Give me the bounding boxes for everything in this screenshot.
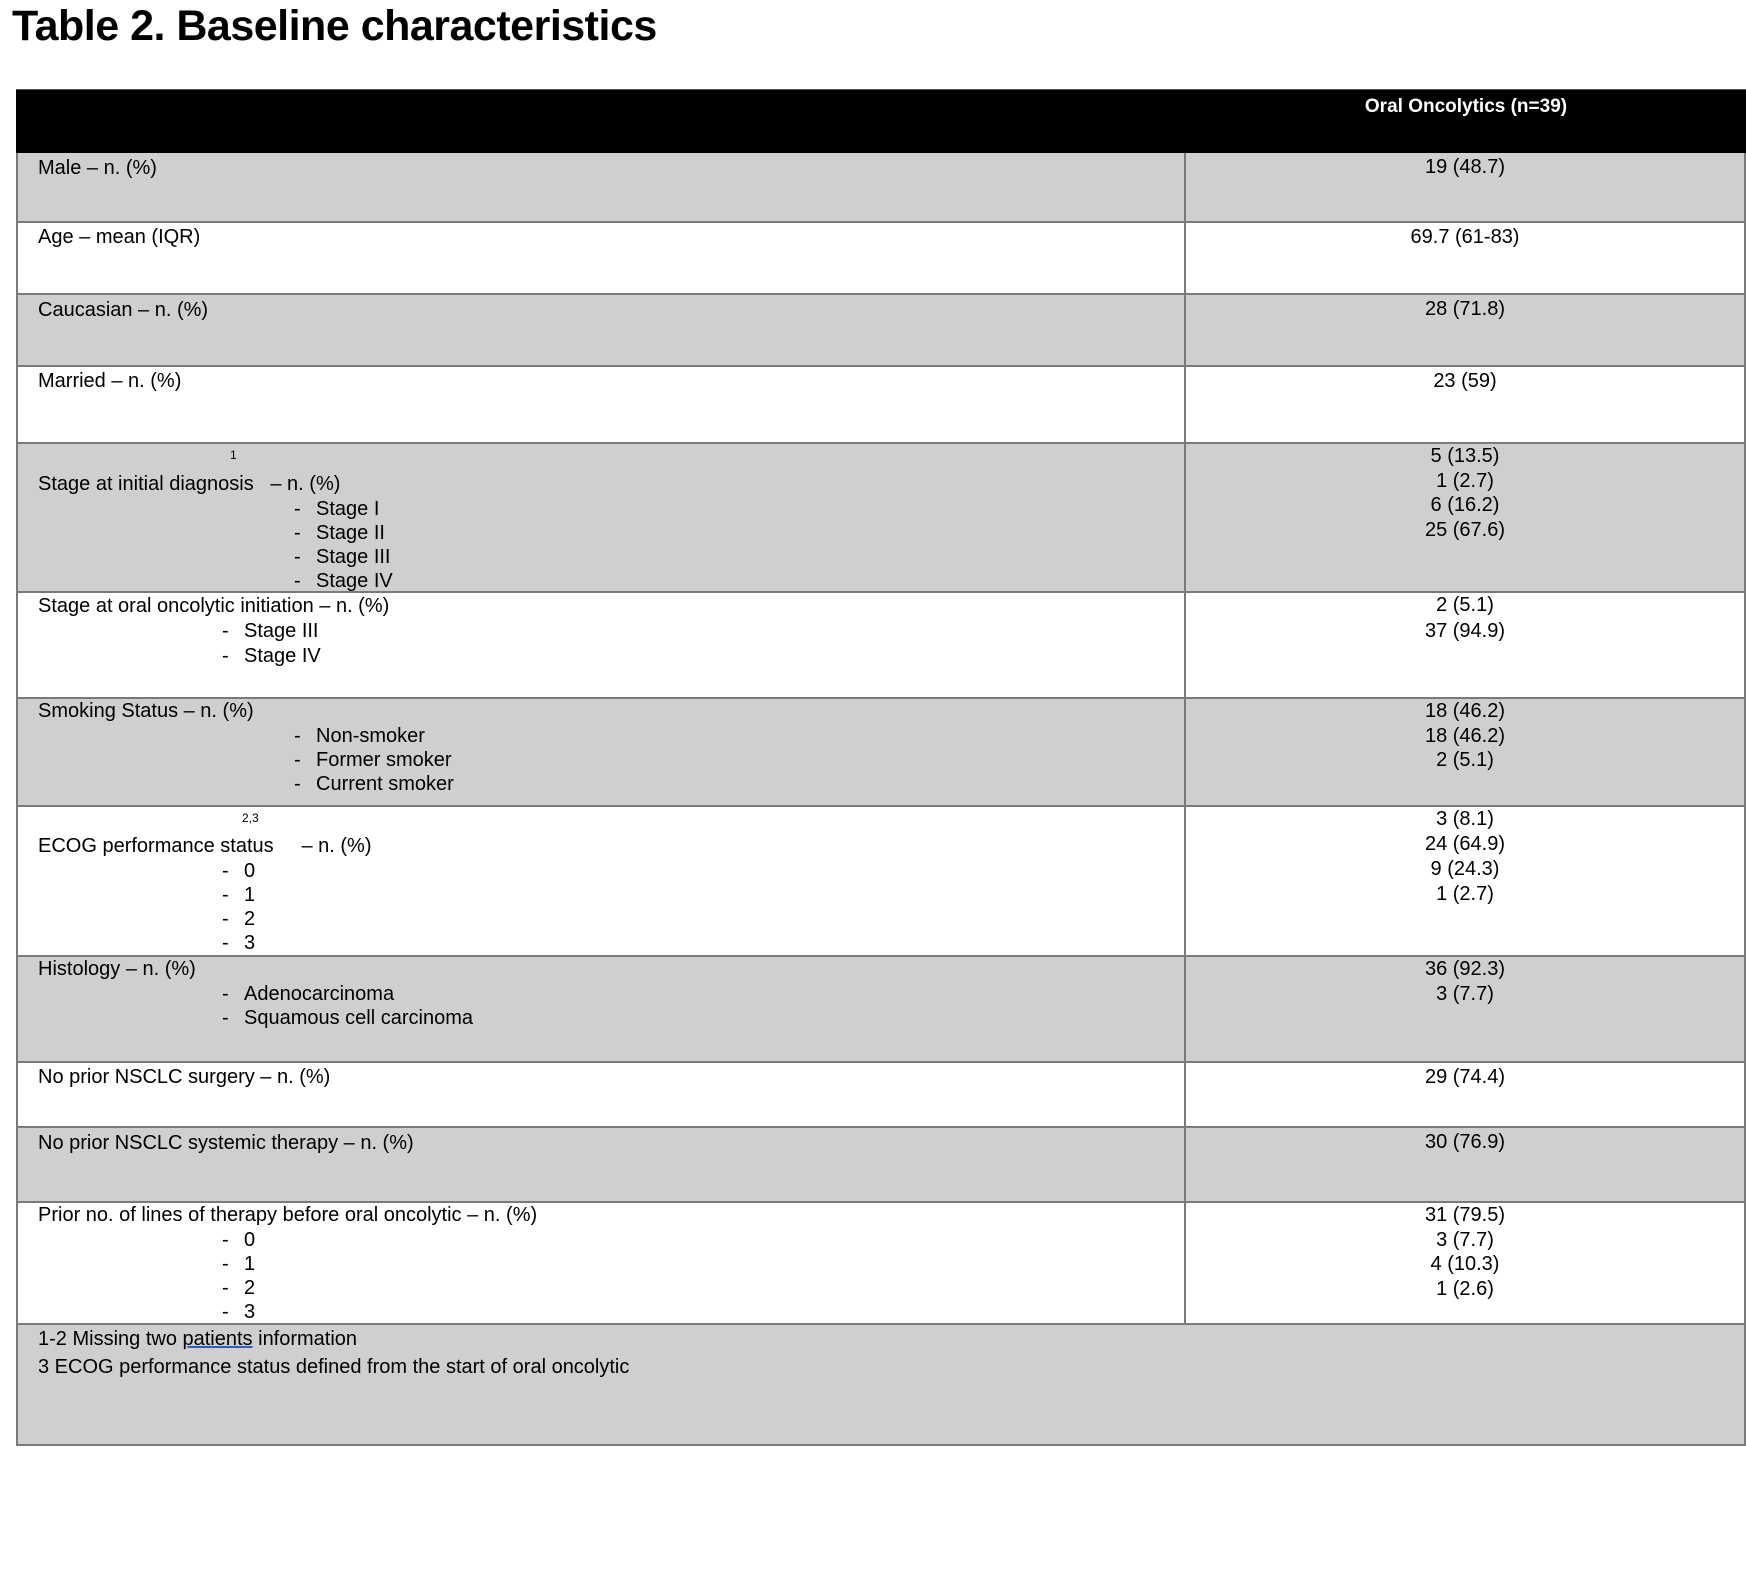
row-label: 1 Stage at initial diagnosis – n. (%) - Stage I - Stage II - Stage III - Stage IV (16, 444, 1186, 591)
list-item: - Adenocarcinoma (222, 983, 395, 1005)
table-row (16, 1128, 1746, 1203)
row-label: Stage at oral oncolytic initiation – n. (%) - Stage III - Stage IV (16, 593, 1186, 697)
row-label: 2,3 ECOG performance status – n. (%) - 0 - 1 - 2 - 3 (16, 807, 1186, 955)
list-item: - Stage I (294, 498, 380, 520)
footnote-superscript: 2,3 (242, 811, 259, 825)
table-row (16, 367, 1746, 444)
list-item: - Former smoker (294, 749, 452, 771)
baseline-table (16, 89, 1746, 1446)
row-value: 30 (76.9) (1186, 1128, 1746, 1201)
list-item: - 0 (222, 1229, 256, 1251)
table-row (16, 295, 1746, 367)
list-item: - Current smoker (294, 773, 454, 795)
list-item: - 1 (222, 1253, 256, 1275)
row-label: No prior NSCLC systemic therapy – n. (%) (16, 1128, 1186, 1201)
list-item: - Stage III (294, 546, 391, 568)
table-row (16, 1203, 1746, 1325)
list-item: - 2 (222, 908, 256, 930)
table-row (16, 1063, 1746, 1128)
list-item: - 3 (222, 1301, 256, 1323)
row-label: No prior NSCLC surgery – n. (%) (16, 1063, 1186, 1126)
row-values: 36 (92.3) 3 (7.7) (1186, 957, 1746, 1061)
row-label: Histology – n. (%) - Adenocarcinoma - Squamous cell carcinoma (16, 957, 1186, 1061)
list-item: - Stage IV (222, 645, 321, 667)
table-footnotes (16, 1325, 1746, 1446)
footnote-superscript: 1 (230, 448, 237, 462)
row-label: Caucasian – n. (%) (16, 295, 1186, 365)
page-title: Table 2. Baseline characteristics (12, 2, 657, 50)
row-values: 5 (13.5) 1 (2.7) 6 (16.2) 25 (67.6) (1186, 444, 1746, 591)
row-value: 19 (48.7) (1186, 153, 1746, 221)
row-value: 29 (74.4) (1186, 1063, 1746, 1126)
list-item: - Stage IV (294, 570, 393, 592)
row-values: 3 (8.1) 24 (64.9) 9 (24.3) 1 (2.7) (1186, 807, 1746, 955)
list-item: - 3 (222, 932, 256, 954)
row-values: 18 (46.2) 18 (46.2) 2 (5.1) (1186, 699, 1746, 805)
row-label: Prior no. of lines of therapy before oral oncolytic – n. (%) - 0 - 1 - 2 - 3 (16, 1203, 1186, 1323)
table-header (16, 90, 1746, 153)
list-item: - Squamous cell carcinoma (222, 1007, 473, 1029)
row-label: Married – n. (%) (16, 367, 1186, 442)
row-values: 31 (79.5) 3 (7.7) 4 (10.3) 1 (2.6) (1186, 1203, 1746, 1323)
table-row (16, 153, 1746, 223)
footnote-line: 3 ECOG performance status defined from the start of oral oncolytic (38, 1356, 630, 1378)
table-row (16, 699, 1746, 807)
row-label: Age – mean (IQR) (16, 223, 1186, 293)
row-value: 28 (71.8) (1186, 295, 1746, 365)
table-row (16, 444, 1746, 593)
row-values: 2 (5.1) 37 (94.9) (1186, 593, 1746, 697)
list-item: - Non-smoker (294, 725, 425, 747)
list-item: - 0 (222, 860, 256, 882)
row-label: Smoking Status – n. (%) - Non-smoker - Former smoker - Current smoker (16, 699, 1186, 805)
list-item: - Stage III (222, 620, 319, 642)
list-item: - Stage II (294, 522, 385, 544)
table-row (16, 593, 1746, 699)
table-row (16, 223, 1746, 295)
table-row (16, 957, 1746, 1063)
footnote-line: 1-2 Missing two patients information (38, 1328, 358, 1350)
row-value: 69.7 (61-83) (1186, 223, 1746, 293)
row-label: Male – n. (%) (16, 153, 1186, 221)
row-value: 23 (59) (1186, 367, 1746, 442)
list-item: - 2 (222, 1277, 256, 1299)
column-header-oral-oncolytics: Oral Oncolytics (n=39) (1364, 96, 1568, 117)
list-item: - 1 (222, 884, 256, 906)
table-row (16, 807, 1746, 957)
